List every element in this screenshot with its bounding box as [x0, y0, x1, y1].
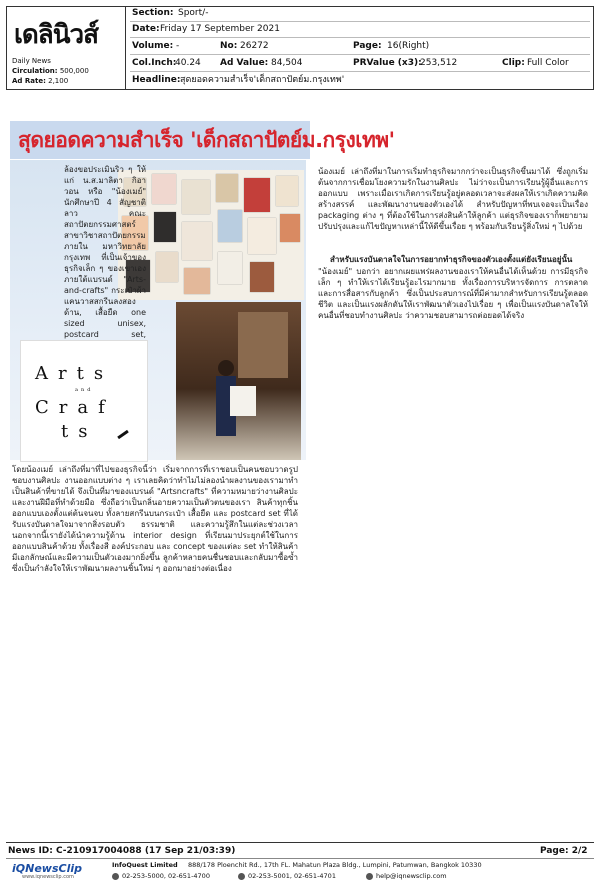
company-name: InfoQuest Limited — [112, 861, 178, 869]
headline-row: Headline: สุดยอดความสำเร็จ'เด็กสถาปัตย์ม.กรุงเทพ' — [132, 75, 345, 85]
fax-contact: 02-253-5001, 02-651-4701 — [238, 872, 336, 880]
logo-arts-text: Arts — [35, 363, 114, 384]
circulation: Circulation: 500,000 — [12, 67, 89, 75]
brush-stroke-icon — [117, 430, 129, 439]
phone-icon — [112, 873, 119, 880]
arts-and-crafts-logo — [20, 340, 148, 462]
phone-contact: 02-253-5000, 02-651-4700 — [112, 872, 210, 880]
article-headline: สุดยอดความสำเร็จ 'เด็กสถาปัตย์ม.กรุงเทพ' — [18, 128, 395, 152]
email-icon — [366, 873, 373, 880]
newspaper-logo: เดลินิวส์ — [14, 20, 98, 50]
date-row: Date: Friday 17 September 2021 — [130, 22, 590, 38]
column1-paragraph2: โดยน้องเมย์ เล่าถึงที่มาที่ไปของธุรกิจนี้ว่า เริ่มจากการที่เราชอบเป็นคนชอบวาดรูป ชอบงานศิลปะ งานออกแบบต่าง ๆ เราเลยคิดว่าทำไมไม่ลองนำผลงานของเรามาทำเป็นสินค้าที่ขายได้ จึงเป็นที่มาของแบรนด์ "Artsncrafts" ที่ความหมายว่างานศิลปะและงานฝีมือที่ทำด้วยมือ ซึ่งถือว่าเป็นกลิ่นอายความเป็นตัวตนของเรา สินค้าทุกชิ้นออกแบบเองตั้งแต่ต้นจนจบ ทั้งลายสกรีนบนกระเป๋า เสื้อยืด และ postcard set ที่ได้รับแรงบันดาลใจมาจากสิ่งรอบตัว ธรรมชาติ และความรู้สึกในแต่ละช่วงเวลา นอกจากนี้เรายังได้นำความรู้ด้าน interior design ที่เรียนมาประยุกต์ใช้ในการออกแบบสินค้าด้วย ทั้งเรื่องสี องค์ประกอบ และ concept ของแต่ละ set ทำให้สินค้ามีเอกลักษณ์และมีความเป็นตัวเองมากยิ่งขึ้น ลูกค้าหลายคนชื่นชอบและกลับมาซื้อซ้ำ ซึ่งเป็นกำลังใจให้เราพัฒนาผลงานชิ้นใหม่ ๆ ออกมาอย่างต่อเนื่อง — [12, 465, 298, 573]
column1-paragraph1: ล้องขอประเมินริว ๆ ให้แก่ น.ส.มาลิตา กิอาวอน หรือ "น้องเมย์" นักศึกษาปี 4 สัญชาติลาว คณะสถาปัตยกรรมศาสตร์ สาขาวิชาสถาปัตยกรรมภายใน มหาวิทยาลัยกรุงเทพ ที่เป็นเจ้าของธุรกิจเล็ก ๆ ของเขาเอง ภายใต้แบรนด์ "Arts-and-crafts" กระเป๋าผ้าแคนวาสสกรีนลงสองด้าน, เสื้อยืด one sized unisex, postcard set, — [64, 165, 146, 339]
logo-ts-text: ts — [61, 421, 98, 442]
paper-name: Daily News — [12, 57, 51, 65]
news-id: News ID: C-210917004088 (17 Sep 21/03:39) — [8, 846, 236, 856]
column2-paragraph1: น้องเมย์ เล่าถึงที่มาในการเริ่มทำธุรกิจมากกว่าจะเป็นธุรกิจขึ้นมาได้ ซึ่งถูกเริ่มต้นจากการเชื่อมโยงความรักในงานศิลปะ ไม่ว่าจะเป็นการเรียนรู้ผู้อื่นและการออกแบบ เพราะเมื่อเราเกิดการเรียนรู้อยู่ตลอดเวลาจะส่งผลให้เราเกิดความคิดสร้างสรรค์ และพัฒนางานของตัวเองได้ สำหรับปัญหาที่พบเจอจะเป็นเรื่อง packaging ต่าง ๆ ที่ต้องใช้ในการส่งสินค้าให้ลูกค้า แต่ธุรกิจของเราก็พยายามปรับปรุงและแก้ไขปัญหาเหล่านี้ให้ดีขึ้นเรื่อย ๆ พร้อมกับเรียนรู้สิ่งใหม่ ๆ ไปด้วย — [318, 167, 588, 231]
volume-row: Volume: - No: 26272 Page: 16(Right) — [130, 39, 590, 55]
ad-rate: Ad Rate: 2,100 — [12, 77, 69, 85]
column2-lead: สำหรับแรงบันดาลใจในการอยากทำธุรกิจของตัวเองตั้งแต่ยังเรียนอยู่นั้น — [330, 255, 573, 264]
logo-crafts-text: Craf — [35, 397, 115, 418]
brand-url: www.iqnewsclip.com — [22, 874, 74, 880]
footer-divider — [6, 842, 594, 843]
company-address: 888/178 Ploenchit Rd., 17th FL. Mahatun Plaza Bldg., Lumpini, Patumwan, Bangkok 10330 — [188, 861, 482, 869]
student-photo — [176, 302, 301, 460]
logo-and-text: and — [75, 387, 94, 393]
value-row: Col.Inch: 40.24 Ad Value: 84,504 PRValue (x3): 253,512 Clip: Full Color — [130, 56, 590, 72]
column2-paragraph2: "น้องเมย์" บอกว่า อยากเผยแพร่ผลงานของเราให้คนอื่นได้เห็นด้วย การมีธุรกิจเล็ก ๆ ทำให้เราได้เรียนรู้อะไรมากมาย ทั้งเรื่องการบริหารจัดการ การตลาด และการสื่อสารกับลูกค้า ซึ่งเป็นประสบการณ์ที่มีค่ามากสำหรับการเรียนรู้ตลอดชีวิต และเป็นแรงผลักดันให้เราพัฒนาตัวเองไปเรื่อย ๆ เพื่อเป็นแรงบันดาลใจให้คนอื่นที่ชอบทำงานศิลปะ ว่าความชอบสามารถต่อยอดได้จริง — [318, 267, 588, 320]
fax-icon — [238, 873, 245, 880]
page-number: Page: 2/2 — [540, 846, 588, 856]
section-row: Section: Sport/- — [130, 6, 590, 22]
iqnewsclip-logo: iQNewsClip — [12, 862, 82, 875]
email-contact[interactable]: help@iqnewsclip.com — [366, 872, 447, 880]
